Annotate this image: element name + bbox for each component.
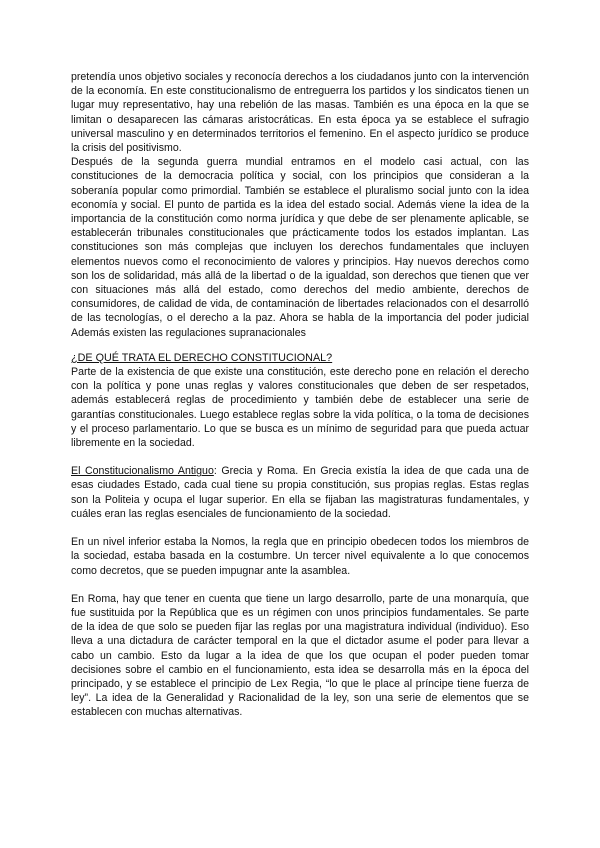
paragraph-roma: En Roma, hay que tener en cuenta que tiene un largo desarrollo, parte de una monarquía, que fue sustituida por la República que es un régimen con unos principios fundamentales. Se parte de la idea de que solo se pueden fijar las reglas por una magistratura individual (individuo). Eso lleva a una dictadura de carácter temporal en la que el dictador asume el poder para llevar a cabo un cambio. Esto da lugar a la idea de que los que ocupan el poder pueden tomar decisiones sobre el cambio en el funcionamiento, esta idea se desarrolla más en la época del principado, y se establece el principio de Lex Regia, “lo que le place al príncipe tiene fuerza de ley”. La idea de la Generalidad y Racionalidad de la ley, son una serie de elementos que se establecen con muchas alternativas. xyxy=(71,592,529,719)
document-page xyxy=(71,70,529,720)
paragraph-constitucionalismo-antiguo xyxy=(71,464,529,521)
paragraph-entreguerra: pretendía unos objetivo sociales y reconocía derechos a los ciudadanos junto con la intervención de la economía. En este constitucionalismo de entreguerra los partidos y los sindicatos tienen un lugar muy representativo, hay una rebelión de las masas. También es una época en la que se limitan o desaparecen las cámaras aristocráticas. En esta época ya se establece el sufragio universal masculino y en determinados territorios el femenino. En el aspecto jurídico se produce la crisis del positivismo. xyxy=(71,71,529,155)
paragraph-nomos: En un nivel inferior estaba la Nomos, la regla que en principio obedecen todos los miembros de la sociedad, estaba basada en la costumbre. Un tercer nivel equivalente a lo que conocemos como decretos, que se pueden impugnar ante la asamblea. xyxy=(71,536,529,577)
paragraph-posguerra: Después de la segunda guerra mundial entramos en el modelo casi actual, con las constituciones de la democracia política y social, con los principios que consideran a la soberanía popular como primordial. También se establece el pluralismo social junto con la idea economía y social. El punto de partida es la idea del estado social. Además viene la idea de la importancia de la constitución como norma jurídica y que debe de ser plenamente aplicable, se establecerán tribunales constitucionales que prácticamente todos los estados implantan. Las constituciones son más complejas que incluyen los derechos fundamentales que incluyen elementos nuevos como el reconocimiento de valores y principios. Hay nuevos derechos como son los de solidaridad, más allá de la libertad o de la igualdad, son derechos que tienen que ver con situaciones más allá del estado, como derechos del medio ambiente, derechos de consumidores, de calidad de vida, de contaminación de libertades relacionados con el desarrolló de las tecnologías, o el derecho a la paz. Ahora se habla de la importancia del poder judicial Además existen las regulaciones supranacionales xyxy=(71,156,529,339)
paragraph-definicion: Parte de la existencia de que existe una constitución, este derecho pone en relación el derecho con la política y pone unas reglas y valores constitucionales que deben de ser respetados, además establecerá reglas de procedimiento y también debe de establecer una serie de garantías constitucionales. Luego establece reglas sobre la vida política, o la toma de decisiones y el proceso parlamentario. Lo que se busca es un mínimo de seguridad para que pueda actuar libremente en la sociedad. xyxy=(71,366,529,450)
paragraph-grecia-text: : Grecia y Roma. En Grecia existía la idea de que cada una de esas ciudades Estado, cada cual tiene su propia constitución, sus propias reglas. Estas reglas son la Politeia y ocupa el lugar superior. En ella se fijaban las magistraturas fundamentales, y cuáles eran las reglas esenciales de funcionamiento de la sociedad. xyxy=(71,465,529,520)
section-heading: ¿DE QUÉ TRATA EL DERECHO CONSTITUCIONAL? xyxy=(71,351,333,364)
inline-subtitle: El Constitucionalismo Antiguo xyxy=(71,465,214,478)
